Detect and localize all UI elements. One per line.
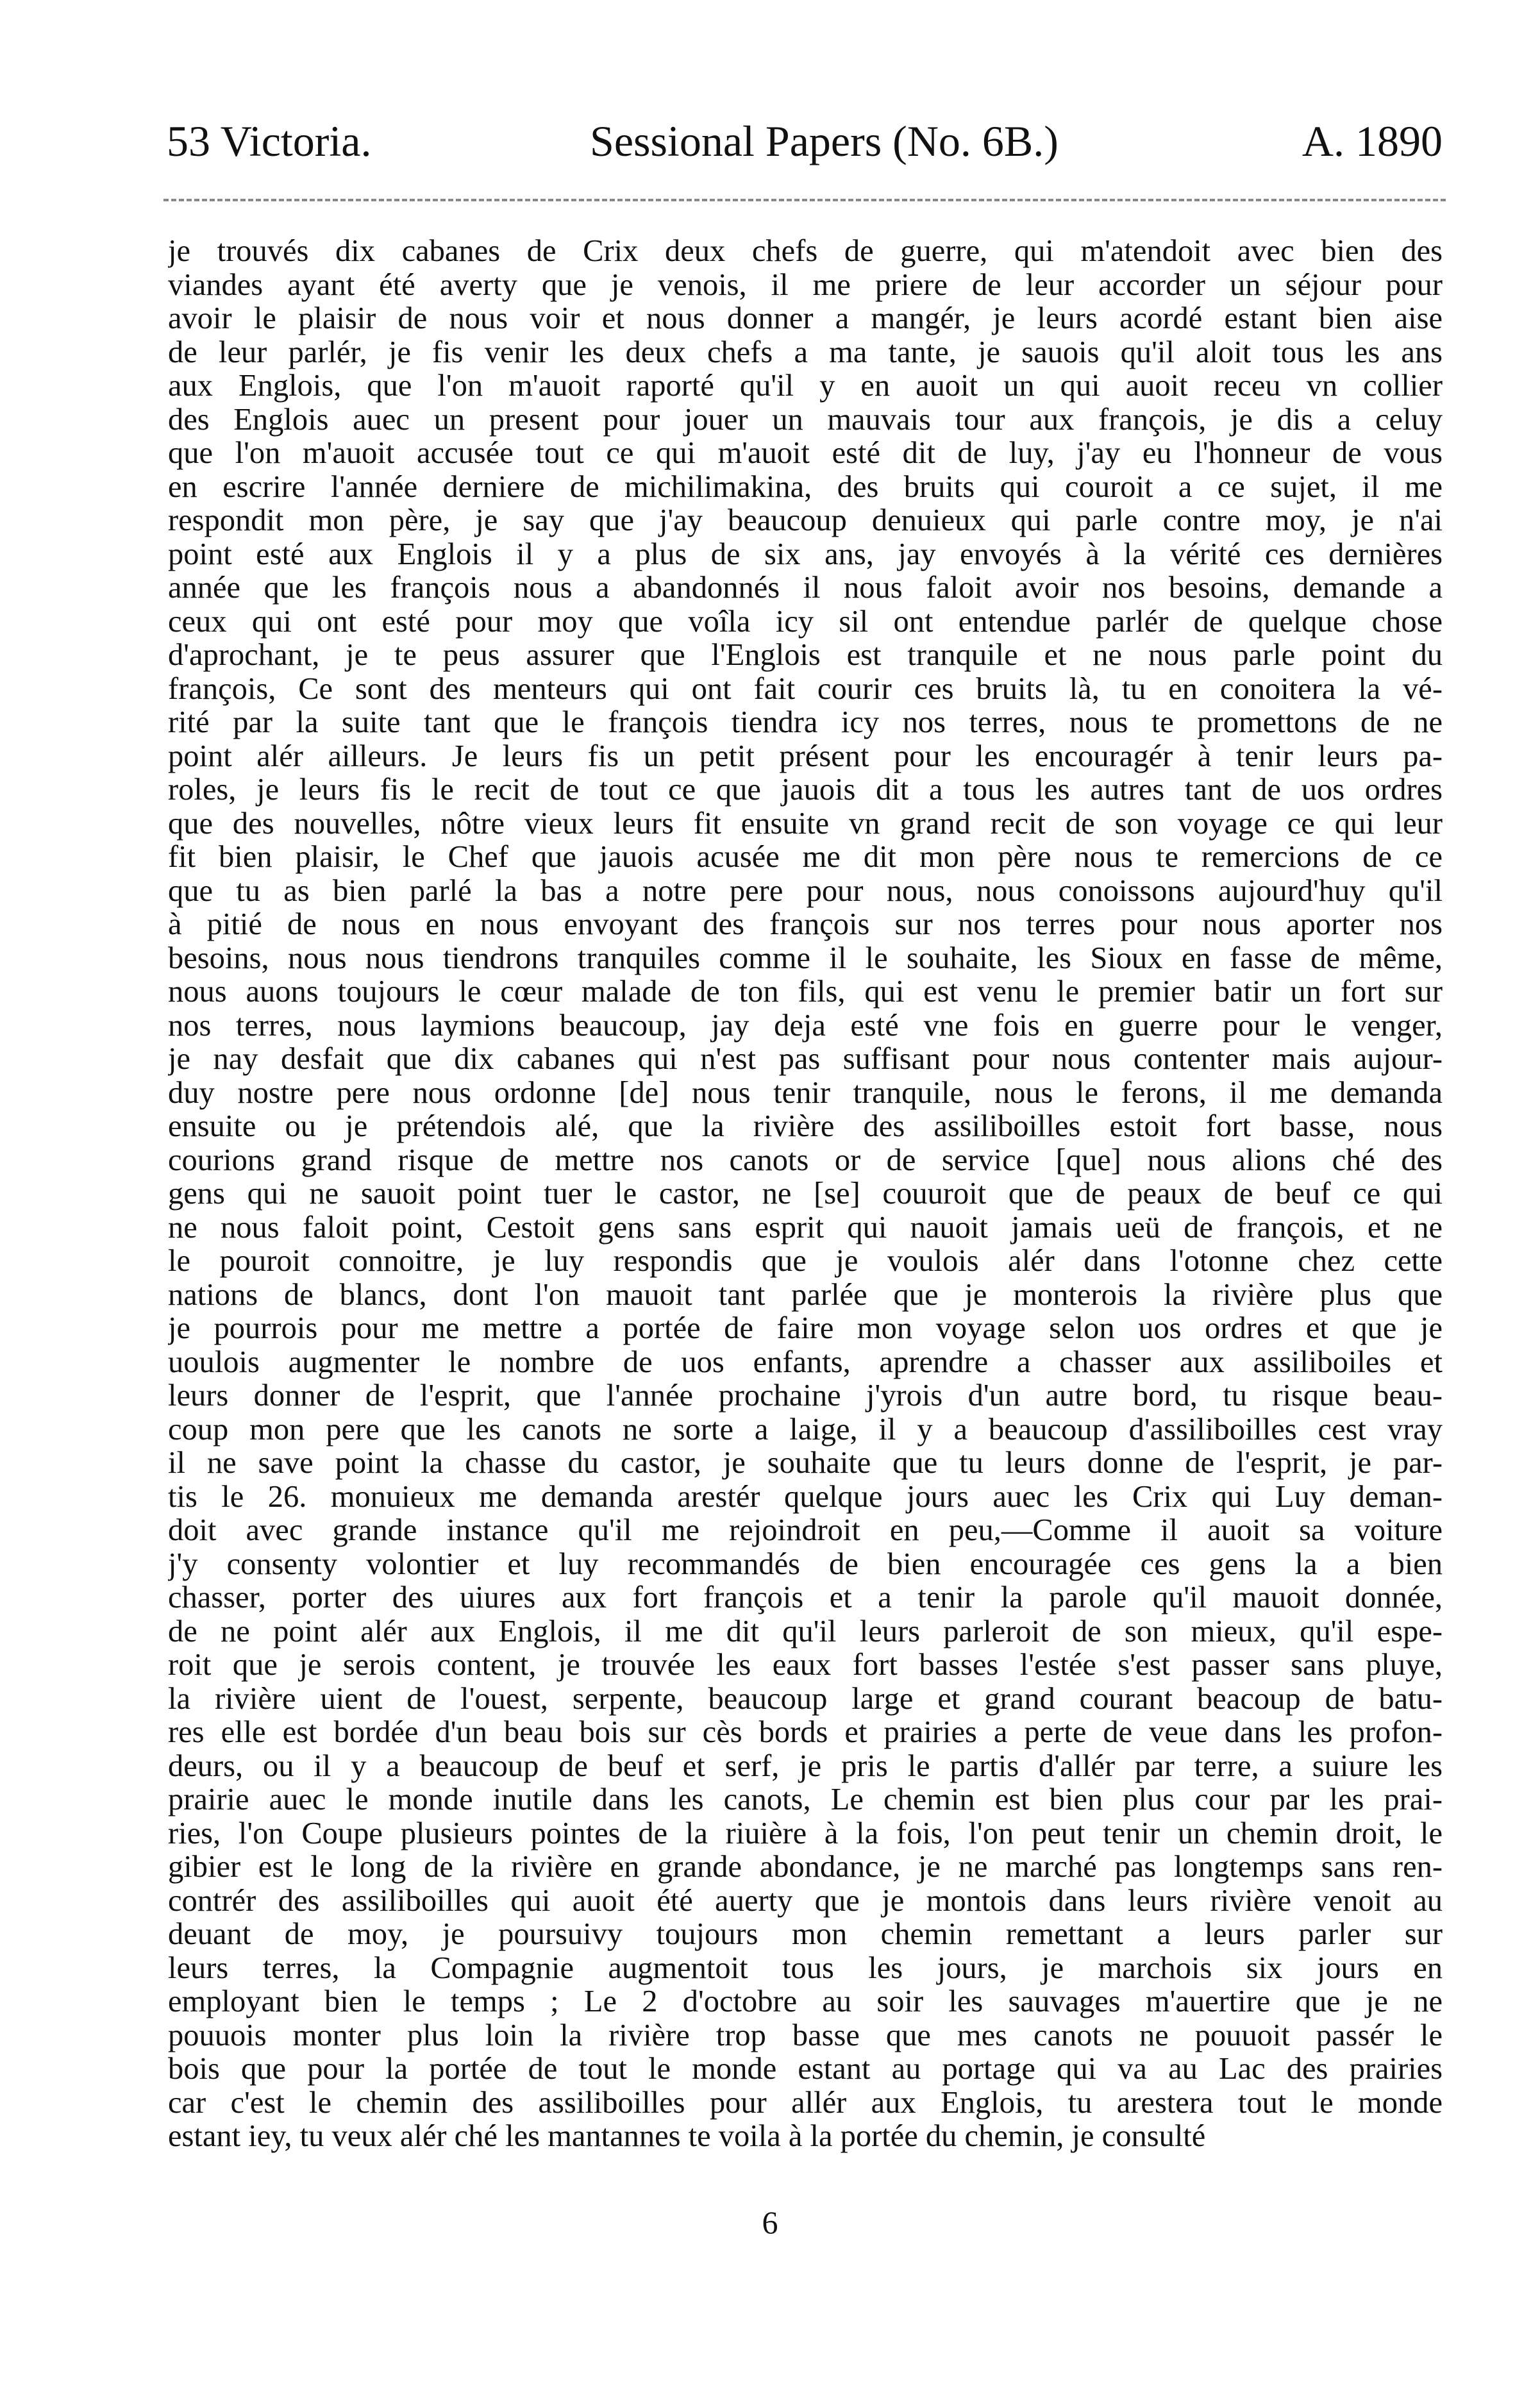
text-line: rité par la suite tant que le françois tiendra icy nos terres, nous te promettons de ne — [168, 706, 1443, 739]
text-line: le pouroit connoitre, je luy respondis que je voulois alér dans l'otonne chez cette — [168, 1245, 1443, 1278]
text-line: des Englois auec un present pour jouer un mauvais tour aux françois, je dis a celuy — [168, 403, 1443, 437]
header-divider — [163, 199, 1446, 201]
text-line: je nay desfait que dix cabanes qui n'est pas suffisant pour nous contenter mais aujour- — [168, 1043, 1443, 1076]
header-year: A. 1890 — [1301, 117, 1443, 165]
text-line: chasser, porter des uiures aux fort françois et a tenir la parole qu'il mauoit donnée, — [168, 1581, 1443, 1614]
text-line: roles, je leurs fis le recit de tout ce que jauois dit a tous les autres tant de uos ordres — [168, 773, 1443, 807]
text-line: nations de blancs, dont l'on mauoit tant parlée que je monterois la rivière plus que — [168, 1278, 1443, 1312]
text-line: ne nous faloit point, Cestoit gens sans esprit qui nauoit jamais ueü de françois, et ne — [168, 1211, 1443, 1245]
text-line: leurs terres, la Compagnie augmentoit tous les jours, je marchois six jours en — [168, 1951, 1443, 1985]
text-line: nous auons toujours le cœur malade de ton fils, qui est venu le premier batir un fort sur — [168, 975, 1443, 1009]
text-line: roit que je serois content, je trouvée les eaux fort basses l'estée s'est passer sans pluye, — [168, 1648, 1443, 1682]
text-line: que des nouvelles, nôtre vieux leurs fit ensuite vn grand recit de son voyage ce qui leur — [168, 807, 1443, 841]
text-line: respondit mon père, je say que j'ay beaucoup denuieux qui parle contre moy, je n'ai — [168, 504, 1443, 537]
text-line: prairie auec le monde inutile dans les canots, Le chemin est bien plus cour par les prai- — [168, 1783, 1443, 1816]
text-line: uoulois augmenter le nombre de uos enfants, aprendre a chasser aux assiliboiles et — [168, 1345, 1443, 1379]
text-line: j'y consenty volontier et luy recommandés de bien encouragée ces gens la a bien — [168, 1547, 1443, 1581]
text-line: françois, Ce sont des menteurs qui ont fait courir ces bruits là, tu en conoitera la vé- — [168, 672, 1443, 706]
text-line: avoir le plaisir de nous voir et nous donner a mangér, je leurs acordé estant bien aise — [168, 302, 1443, 335]
text-line: employant bien le temps ; Le 2 d'octobre au soir les sauvages m'auertire que je ne — [168, 1985, 1443, 2018]
text-line: car c'est le chemin des assiliboilles pour allér aux Englois, tu arestera tout le monde — [168, 2086, 1443, 2120]
text-line: de leur parlér, je fis venir les deux chefs a ma tante, je sauois qu'il aloit tous les ans — [168, 335, 1443, 369]
body-text — [168, 235, 1443, 2154]
text-line: res elle est bordée d'un beau bois sur cès bords et prairies a perte de veue dans les profon- — [168, 1716, 1443, 1749]
text-line: que tu as bien parlé la bas a notre pere pour nous, nous conoissons aujourd'huy qu'il — [168, 874, 1443, 908]
text-line: aux Englois, que l'on m'auoit raporté qu'il y en auoit un qui auoit receu vn collier — [168, 369, 1443, 403]
text-line: contrér des assiliboilles qui auoit été auerty que je montois dans leurs rivière venoit au — [168, 1884, 1443, 1918]
page-number: 6 — [762, 2204, 778, 2240]
text-line: tis le 26. monuieux me demanda arestér quelque jours auec les Crix qui Luy deman- — [168, 1480, 1443, 1514]
text-line: que l'on m'auoit accusée tout ce qui m'auoit esté dit de luy, j'ay eu l'honneur de vous — [168, 437, 1443, 470]
text-line: point esté aux Englois il y a plus de six ans, jay envoyés à la vérité ces dernières — [168, 537, 1443, 571]
text-line: pouuois monter plus loin la rivière trop basse que mes canots ne pouuoit passér le — [168, 2018, 1443, 2052]
text-line: à pitié de nous en nous envoyant des françois sur nos terres pour nous aporter nos — [168, 908, 1443, 941]
text-line: viandes ayant été averty que je venois, il me priere de leur accorder un séjour pour — [168, 268, 1443, 302]
text-line: deurs, ou il y a beaucoup de beuf et serf, je pris le partis d'allér par terre, a suiure les — [168, 1749, 1443, 1783]
text-line: nos terres, nous laymions beaucoup, jay deja esté vne fois en guerre pour le venger, — [168, 1009, 1443, 1043]
text-line: coup mon pere que les canots ne sorte a laige, il y a beaucoup d'assiliboilles cest vray — [168, 1413, 1443, 1447]
text-line: fit bien plaisir, le Chef que jauois acusée me dit mon père nous te remercions de ce — [168, 841, 1443, 874]
text-line: bois que pour la portée de tout le monde estant au portage qui va au Lac des prairies — [168, 2052, 1443, 2086]
header-session: 53 Victoria. — [167, 117, 372, 165]
text-line: en escrire l'année derniere de michilimakina, des bruits qui couroit a ce sujet, il me — [168, 470, 1443, 504]
text-line: année que les françois nous a abandonnés il nous faloit avoir nos besoins, demande a — [168, 571, 1443, 605]
text-line: ceux qui ont esté pour moy que voîla icy sil ont entendue parlér de quelque chose — [168, 605, 1443, 639]
text-line: point alér ailleurs. Je leurs fis un petit présent pour les encouragér à tenir leurs pa- — [168, 739, 1443, 773]
text-line: besoins, nous nous tiendrons tranquiles comme il le souhaite, les Sioux en fasse de même, — [168, 941, 1443, 975]
text-line: doit avec grande instance qu'il me rejoindroit en peu,—Comme il auoit sa voiture — [168, 1514, 1443, 1547]
text-line: courions grand risque de mettre nos canots or de service [que] nous alions ché des — [168, 1143, 1443, 1177]
text-line: duy nostre pere nous ordonne [de] nous tenir tranquile, nous le ferons, il me demanda — [168, 1076, 1443, 1110]
text-line: gibier est le long de la rivière en grande abondance, je ne marché pas longtemps sans ren- — [168, 1850, 1443, 1884]
text-line: je trouvés dix cabanes de Crix deux chefs de guerre, qui m'atendoit avec bien des — [168, 235, 1443, 268]
text-line: ensuite ou je prétendois alé, que la rivière des assiliboilles estoit fort basse, nous — [168, 1110, 1443, 1143]
text-line: d'aprochant, je te peus assurer que l'Englois est tranquile et ne nous parle point du — [168, 639, 1443, 672]
text-line: la rivière uient de l'ouest, serpente, beaucoup large et grand courant beacoup de batu- — [168, 1682, 1443, 1716]
text-line: ries, l'on Coupe plusieurs pointes de la riuière à la fois, l'on peut tenir un chemin droit, le — [168, 1816, 1443, 1850]
header-publication: Sessional Papers (No. 6B.) — [590, 117, 1059, 165]
text-line: je pourrois pour me mettre a portée de faire mon voyage selon uos ordres et que je — [168, 1312, 1443, 1345]
text-line: gens qui ne sauoit point tuer le castor, ne [se] couuroit que de peaux de beuf ce qui — [168, 1177, 1443, 1211]
text-line: il ne save point la chasse du castor, je souhaite que tu leurs donne de l'esprit, je par- — [168, 1447, 1443, 1480]
page-header — [167, 115, 1443, 167]
text-line: leurs donner de l'esprit, que l'année prochaine j'yrois d'un autre bord, tu risque beau- — [168, 1379, 1443, 1413]
text-line: de ne point alér aux Englois, il me dit qu'il leurs parleroit de son mieux, qu'il espe- — [168, 1614, 1443, 1648]
text-line: deuant de moy, je poursuivy toujours mon chemin remettant a leurs parler sur — [168, 1918, 1443, 1951]
text-line: estant iey, tu veux alér ché les mantannes te voila à la portée du chemin, je consulté — [168, 2120, 1206, 2153]
